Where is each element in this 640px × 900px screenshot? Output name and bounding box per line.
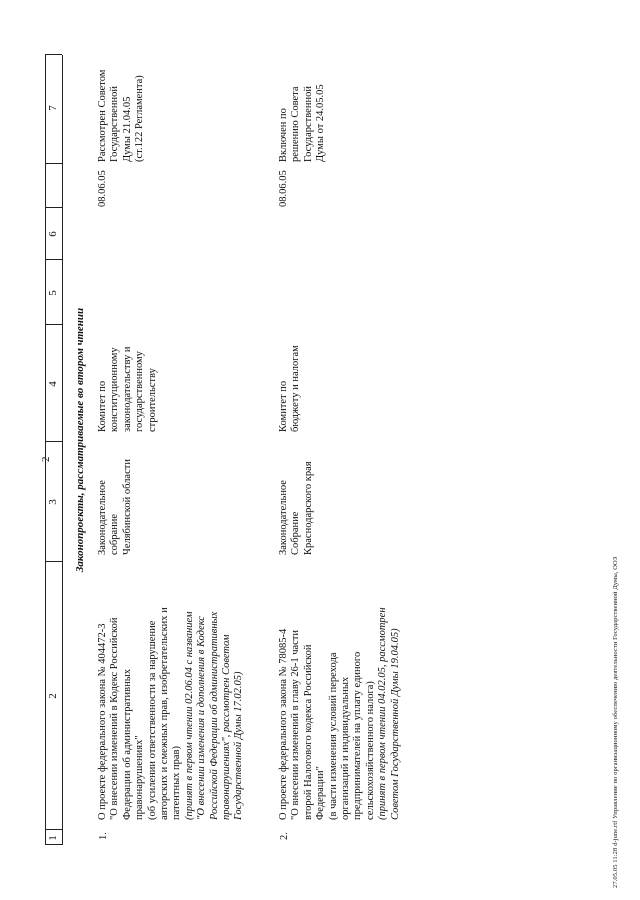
text-line: Федерации об административных	[121, 668, 133, 820]
text-line: (принят в первом чтении 04.02.05, рассмотрен	[377, 607, 389, 820]
text-line: (ст.122 Регламента)	[134, 75, 146, 162]
text-line: второй Налогового кодекса Российской	[302, 644, 314, 820]
table-col-divider	[45, 324, 62, 325]
text-line: Думы от 24.05.05	[315, 84, 327, 162]
section-title: Законопроекты, рассматриваемые во втором чтении	[74, 307, 86, 573]
column-number: 5	[47, 290, 59, 296]
text-line: правонарушениях", рассмотрен Советом	[221, 634, 233, 820]
column-number: 2	[47, 693, 59, 699]
committee	[278, 322, 303, 432]
text-line: сельскохозяйственного налога)	[364, 681, 376, 820]
text-line: Государственной Думы 17.02.05)	[233, 671, 245, 820]
text-line: законодательству и	[121, 346, 133, 432]
text-line: бюджету и налогам	[290, 345, 302, 432]
table-col-divider	[45, 259, 62, 260]
table-top-border	[45, 55, 46, 845]
text-line: О проекте федерального закона № 78085-4	[278, 628, 289, 820]
table-header-border	[62, 55, 63, 845]
text-line: Федерации"	[315, 766, 327, 820]
initiator	[97, 440, 134, 555]
table-col-divider	[45, 207, 62, 208]
column-number: 7	[47, 105, 59, 111]
text-line: предпринимателей на уплату единого	[352, 651, 364, 820]
status	[278, 54, 328, 162]
text-line: Челябинской области	[121, 459, 133, 555]
column-number: 1	[47, 835, 59, 841]
bill-title	[278, 560, 402, 820]
text-line: Включен по	[278, 108, 289, 162]
text-line: О проекте федерального закона № 404472-3	[97, 623, 108, 820]
column-number: 4	[47, 381, 59, 387]
row-number: 1.	[98, 832, 109, 840]
column-number: 6	[47, 231, 59, 237]
text-line: патентных прав)	[171, 746, 183, 820]
consideration-date: 08.06.05	[97, 170, 108, 207]
text-line: Законодательное	[97, 480, 108, 555]
row-number: 2.	[279, 832, 290, 840]
table-col-divider	[45, 54, 62, 55]
text-line: строительству	[146, 368, 158, 432]
table-col-divider	[45, 561, 62, 562]
table-col-divider	[45, 441, 62, 442]
page-footer: 27.05.05 11:28 d-june.rtf Управление по организационному обеспечению деятельности Государственной Думы, ООЗ	[612, 556, 619, 888]
text-line: конституционному	[109, 347, 121, 432]
text-line: Российской Федерации об административных	[208, 611, 220, 820]
text-line: Комитет по	[278, 380, 289, 432]
text-line: Комитет по	[97, 380, 108, 432]
bill-title	[97, 560, 246, 820]
text-line: организаций и индивидуальных	[340, 676, 352, 820]
text-line: Собрание	[290, 511, 302, 555]
text-line: Законодательное	[278, 480, 289, 555]
text-line: "О внесении изменений в Кодекс Российской	[109, 617, 121, 820]
text-line: собрание	[109, 513, 121, 555]
text-line: (в части изменения условий перехода	[327, 652, 339, 820]
status	[97, 54, 147, 162]
text-line: правонарушениях"	[134, 735, 146, 820]
text-line: Рассмотрен Советом	[97, 69, 108, 162]
page-number: 2	[40, 456, 52, 462]
text-line: авторских и смежных прав, изобретательских и	[159, 607, 171, 820]
text-line: Краснодарского края	[302, 461, 314, 555]
text-line: (об усилении ответственности за нарушение	[146, 620, 158, 820]
text-line: Думы 21.04.05	[121, 96, 133, 162]
table-col-divider	[45, 163, 62, 164]
consideration-date: 08.06.05	[278, 170, 289, 207]
text-line: решению Совета	[290, 86, 302, 162]
text-line: Государственной	[302, 86, 314, 162]
committee	[97, 322, 159, 432]
text-line: "О внесении изменений в главу 26-1 части	[290, 629, 302, 820]
text-line: Советом Государственной Думы 19.04.05)	[389, 628, 401, 820]
text-line: Государственной	[109, 86, 121, 162]
text-line: государственному	[134, 351, 146, 432]
text-line: (принят в первом чтении 02.06.04 с названием	[183, 611, 195, 820]
text-line: "О внесении изменения и дополнения в Кодекс	[196, 616, 208, 820]
initiator	[278, 440, 315, 555]
column-number: 3	[47, 499, 59, 505]
